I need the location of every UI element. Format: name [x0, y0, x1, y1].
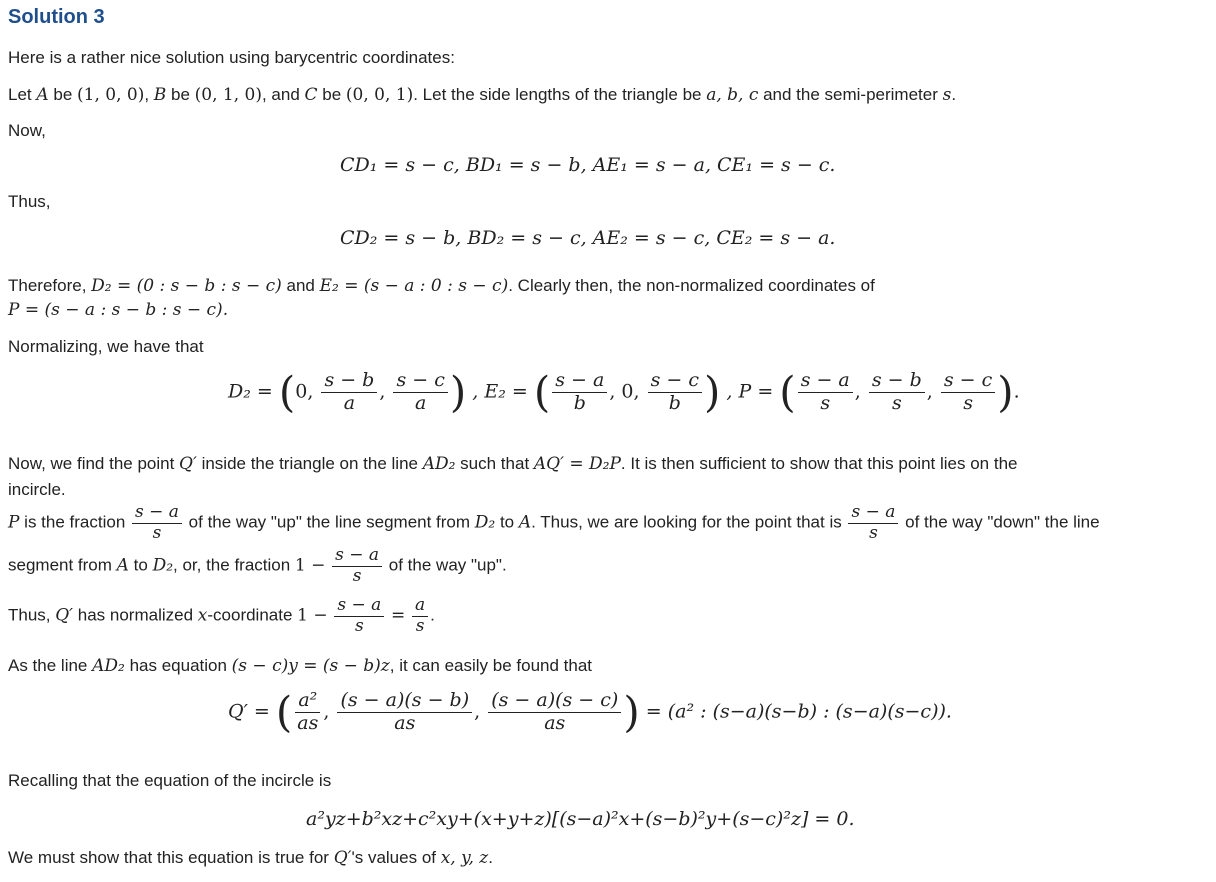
- normalizing-text: Normalizing, we have that: [8, 337, 204, 356]
- normalized-coordinates-equation: D₂ = (0, $\frac{s - b}{a}$ , $\frac{s - c}{a}$ ) , E₂ = ( $\frac{s - a}{b}$ , 0, $\frac{s - c}{b}$ ) , P = ( $\frac{s - a}{s}$ , $\frac{s - b}{s}$ , $\frac{s - c}{s}$ ).: [228, 367, 1020, 417]
- thus-text: Thus,: [8, 192, 51, 211]
- line-equation-paragraph: As the line AD₂ has equation (s − c)y = (s − b)z, it can easily be found that: [8, 656, 593, 676]
- display-equation-2: CD₂ = s − b, BD₂ = s − c, AE₂ = s − c, CE₂ = s − a.: [340, 227, 836, 249]
- setup-paragraph: Let A be (1, 0, 0), B be (0, 1, 0), and C be (0, 0, 1). Let the side lengths of the triangle be a, b, c and the semi-perimeter s.: [8, 85, 957, 105]
- solution-heading: Solution 3: [8, 6, 105, 28]
- intro-text: Here is a rather nice solution using barycentric coordinates:: [8, 48, 455, 67]
- segment-paragraph: segment from A to D₂, or, the fraction 1 − $\frac{s - a}{s}$ of the way "up".: [8, 545, 507, 586]
- display-equation-1: CD₁ = s − c, BD₁ = s − b, AE₁ = s − a, CE₁ = s − c.: [340, 154, 836, 176]
- q-prime-equation: Q′ = ( $\frac{\text{a²}}{as}$ , $\frac{(s - a)(s - b)}{as}$ , $\frac{(s - a)(s - c)}{as}$ ) = (a² : (s−a)(s−b) : (s−a)(s−c)).: [228, 687, 952, 737]
- final-paragraph: We must show that this equation is true for Q′'s values of x, y, z.: [8, 848, 493, 868]
- recalling-text: Recalling that the equation of the incircle is: [8, 771, 332, 790]
- fraction-paragraph: P is the fraction $\frac{s - a}{s}$ of the way "up" the line segment from D₂ to A. Thus, we are looking for the point that is $\frac{s - a}{s}$ of the way "down" the line: [8, 502, 1100, 543]
- incircle-equation: a²yz+b²xz+c²xy+(x+y+z)[(s−a)²x+(s−b)²y+(s−c)²z] = 0.: [306, 808, 855, 830]
- now-text: Now,: [8, 121, 46, 140]
- therefore-paragraph: Therefore, D₂ = (0 : s − b : s − c) and E₂ = (s − a : 0 : s − c). Clearly then, the non-normalized coordinates of P = (s − a : s − b : s − c).: [8, 276, 875, 320]
- find-point-paragraph: Now, we find the point Q′ inside the triangle on the line AD₂ such that AQ′ = D₂P. It is then sufficient to show that this point lies on the incircle.: [8, 454, 1018, 499]
- normalized-x-paragraph: Thus, Q′ has normalized x-coordinate 1 − $\frac{s - a}{s}$ = $\frac{a}{s}$ .: [8, 595, 435, 636]
